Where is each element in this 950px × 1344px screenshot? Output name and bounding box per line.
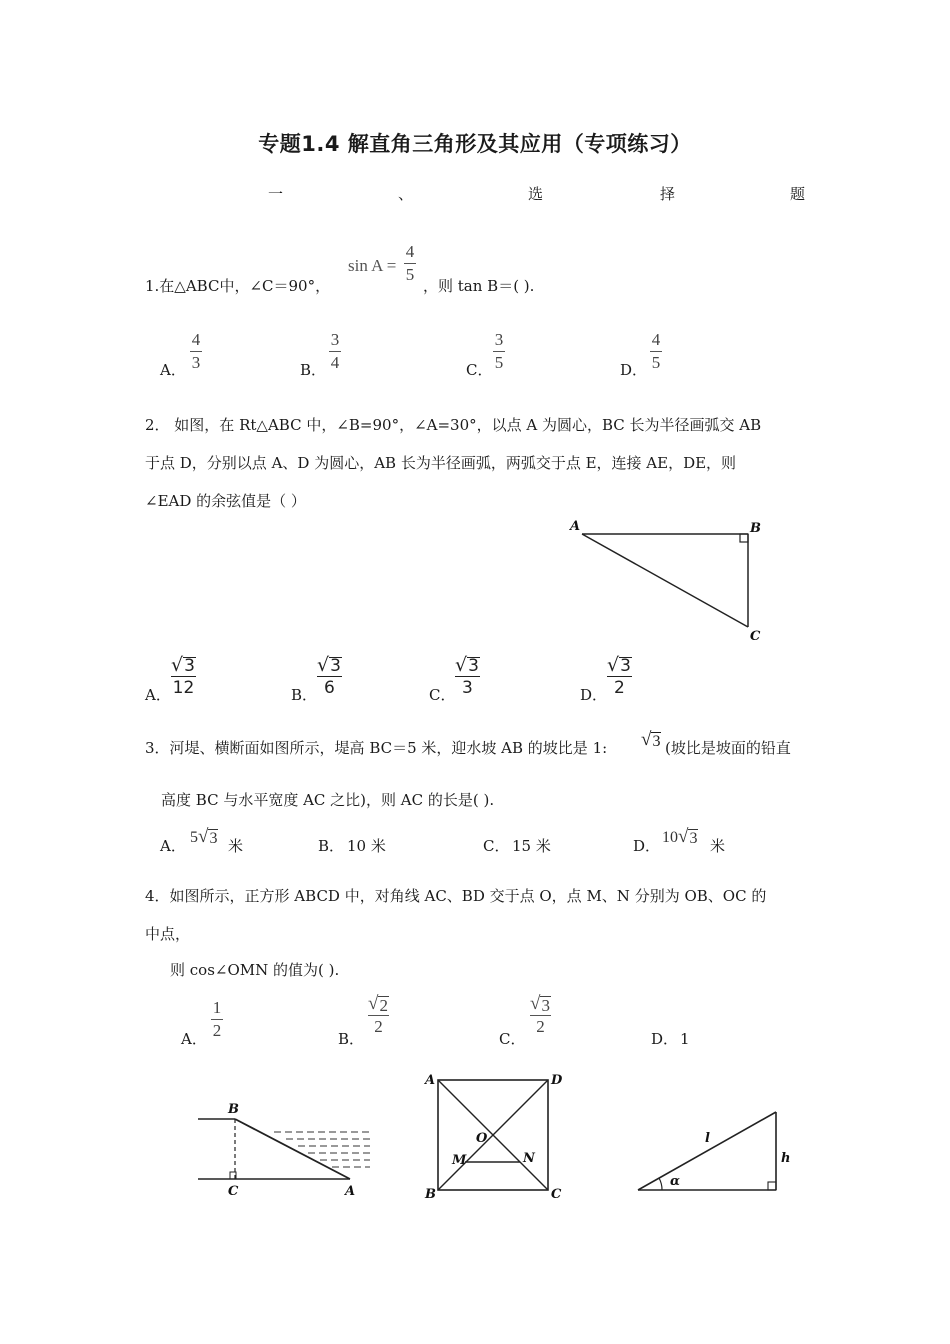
q3-option-c-value: 15 米: [512, 837, 551, 855]
q1-option-d-fraction: 4 5: [651, 330, 661, 372]
q3-option-b-label[interactable]: B．: [318, 837, 345, 855]
section-char-2: 、: [398, 185, 414, 203]
label-h: h: [781, 1151, 791, 1166]
q1-option-a-fraction: 4 3: [191, 330, 201, 372]
q4-line-3: 则 cos∠OMN 的值为( ).: [170, 961, 340, 979]
q3-option-d-value: 10 √ 3: [662, 826, 698, 847]
q4-option-c-fraction: √ 3 2: [530, 993, 550, 1036]
q1-option-c-fraction: 3 5: [494, 330, 504, 372]
label-o: O: [476, 1131, 488, 1146]
page-title: 专题1.4 解直角三角形及其应用（专项练习）: [258, 132, 692, 156]
q3-option-a-unit: 米: [228, 837, 244, 855]
label-a: A: [570, 519, 581, 534]
q2-line-3: ∠EAD 的余弦值是（ ）: [145, 492, 306, 510]
q2-option-b-value: √ 3 6: [317, 654, 341, 698]
section-char-3: 选: [528, 185, 544, 203]
q3-line-1-prefix: 3．河堤、横断面如图所示，堤高 BC＝5 米，迎水坡 AB 的坡比是 1:: [145, 739, 608, 757]
q2-option-c-label[interactable]: C．: [429, 686, 456, 704]
q1-sin-denominator: 5: [405, 265, 415, 284]
slope-ab: [235, 1119, 350, 1179]
q1-sin-fraction: [404, 242, 416, 285]
q2-line-1: 2． 如图，在 Rt△ABC 中，∠B=90°，∠A=30°，以点 A 为圆心，BC 长为半径画弧交 AB: [145, 416, 762, 434]
q4-option-b-label[interactable]: B．: [338, 1030, 365, 1048]
q2-option-d-label[interactable]: D．: [580, 686, 608, 704]
section-char-4: 择: [660, 185, 676, 203]
q1-option-b-label[interactable]: B．: [300, 361, 327, 379]
q3-option-a-value: 5 √ 3: [190, 826, 218, 847]
label-d: D: [551, 1073, 563, 1088]
q1-prefix: 1.在△ABC中，∠C＝90°，: [145, 277, 331, 295]
label-c: C: [750, 629, 761, 644]
q1-option-c-label[interactable]: C．: [466, 361, 493, 379]
q3-line-2: 高度 BC 与水平宽度 AC 之比)，则 AC 的长是( ).: [161, 791, 495, 809]
label-b: B: [425, 1187, 436, 1202]
label-a: A: [345, 1184, 356, 1199]
q3-option-a-label[interactable]: A．: [160, 837, 186, 855]
q3-option-c-label[interactable]: C．: [483, 837, 510, 855]
q4-line-2: 中点，: [145, 925, 191, 943]
section-char-5: 题: [790, 185, 806, 203]
q2-option-b-label[interactable]: B．: [291, 686, 318, 704]
square-figure: [420, 1068, 580, 1202]
q3-line-1-root: √ 3: [641, 729, 661, 750]
q4-line-1: 4．如图所示，正方形 ABCD 中，对角线 AC、BD 交于点 O，点 M、N 分别为 OB、OC 的: [145, 887, 767, 905]
label-n: N: [523, 1151, 535, 1166]
q4-option-d-label[interactable]: D．: [651, 1030, 679, 1048]
q2-option-c-value: √ 3 3: [455, 654, 479, 698]
label-l: l: [705, 1131, 710, 1146]
segment-ac: [582, 534, 748, 627]
label-b: B: [228, 1102, 239, 1117]
q3-option-b-value: 10 米: [347, 837, 386, 855]
q1-sin-numerator: 4: [405, 242, 415, 261]
label-a: A: [425, 1073, 436, 1088]
label-c: C: [228, 1184, 239, 1199]
q4-option-d-value: 1: [680, 1030, 690, 1048]
q2-option-a-label[interactable]: A．: [145, 686, 171, 704]
slope-figure: [630, 1100, 810, 1200]
q1-option-a-label[interactable]: A．: [160, 361, 186, 379]
q3-option-d-label[interactable]: D．: [633, 837, 661, 855]
right-angle-mark: [740, 534, 748, 542]
q2-triangle-figure: [560, 510, 780, 650]
q1-sin-label: sin A =: [348, 256, 397, 275]
q2-option-a-value: √ 3 12: [171, 654, 195, 698]
q1-option-d-label[interactable]: D．: [620, 361, 648, 379]
water-hatching: [274, 1132, 370, 1167]
right-angle-mark: [768, 1182, 776, 1190]
label-c: C: [551, 1187, 562, 1202]
q4-option-a-label[interactable]: A．: [181, 1030, 207, 1048]
q4-option-c-label[interactable]: C．: [499, 1030, 526, 1048]
q3-option-d-unit: 米: [710, 837, 726, 855]
q3-line-1-suffix: (坡比是坡面的铅直: [665, 739, 791, 757]
section-char-1: 一: [268, 185, 284, 203]
q1-suffix: ，则 tan B＝( ).: [423, 277, 535, 295]
label-alpha: α: [670, 1174, 681, 1189]
q4-option-a-fraction: 1 2: [212, 998, 222, 1040]
angle-arc: [659, 1178, 662, 1190]
label-m: M: [452, 1153, 467, 1168]
label-b: B: [750, 521, 761, 536]
embankment-figure: [190, 1095, 380, 1205]
q1-option-b-fraction: 3 4: [330, 330, 340, 372]
q2-line-2: 于点 D，分别以点 A、D 为圆心，AB 长为半径画弧，两弧交于点 E，连接 AE，DE，则: [145, 454, 737, 472]
q4-option-b-fraction: √ 2 2: [368, 993, 388, 1036]
q2-option-d-value: √ 3 2: [607, 654, 631, 698]
